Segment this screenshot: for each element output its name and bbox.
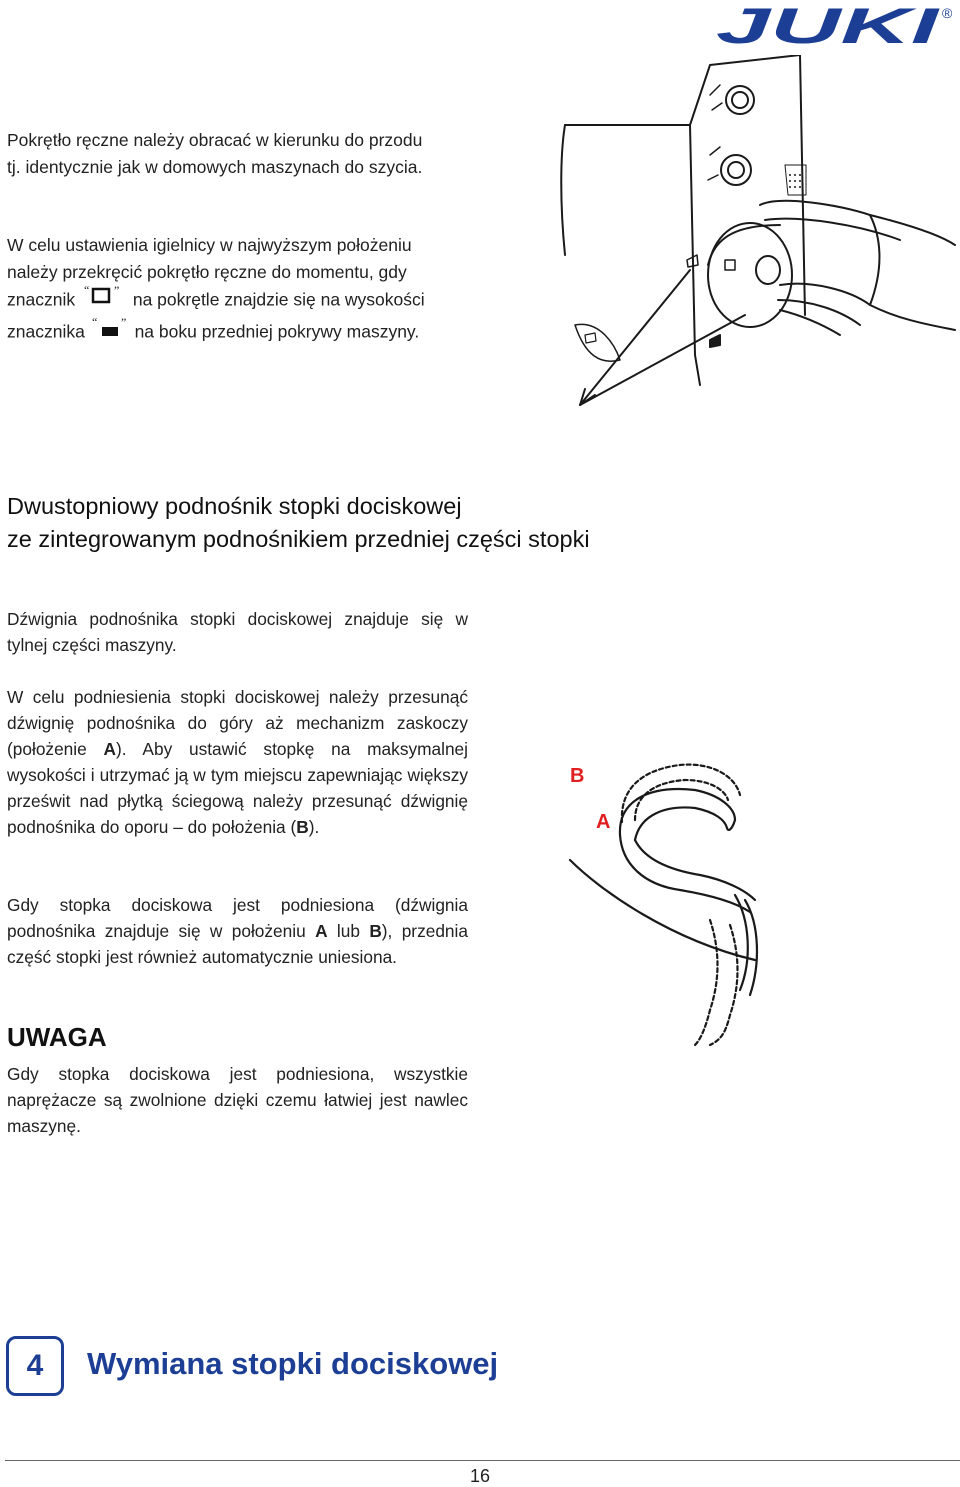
chapter-title: Wymiana stopki dociskowej [87,1346,499,1381]
text-line: Pokrętło ręczne należy obracać w kierunku do przodu [7,130,423,150]
text-fragment: ). Aby ustawić stopkę na maksymalnej wysokości i utrzymać ją w tym miejscu zapewniając większy prześwit nad płytką ściegową należy przesunąć dźwignię podnośnika do oporu – do położenia ( [7,739,469,837]
svg-text:”: ” [120,316,127,329]
handwheel-paragraph-2 [7,232,477,348]
text-fragment: W celu podniesienia stopki dociskowej należy przesunąć dźwignię podnośnika do góry aż mechanizm zaskoczy (położenie [7,687,468,759]
text-fragment: Gdy stopka dociskowa jest podniesiona (dźwignia podnośnika znajduje się w położeniu [7,895,468,941]
footer-divider [5,1460,960,1461]
square-outline-marker-icon [80,285,128,317]
lifter-paragraph-2 [7,684,468,840]
lifter-paragraph-3 [7,892,468,970]
registered-mark: ® [942,5,953,21]
text-fragment: znacznika [7,320,85,341]
chapter-number: 4 [26,1349,44,1382]
juki-logo [712,2,960,50]
text-fragment: na pokrętle znajdzie się na wysokości [132,289,425,310]
text-line: tj. identycznie jak w domowych maszynach do szycia. [7,156,423,177]
label-a: A [596,811,611,833]
lifter-lever-illustration [560,740,760,1050]
page-number: 16 [469,1466,491,1486]
text-fragment: lub [327,921,370,941]
logo-text: JUKI [716,2,941,50]
note-title: UWAGA [7,1022,107,1052]
text-line: należy przekręcić pokrętło ręczne do momentu, gdy [7,261,407,282]
lifter-paragraph-1: Dźwignia podnośnika stopki dociskowej znajduje się w tylnej części maszyny. [7,609,468,655]
svg-text:”: ” [113,285,120,297]
position-a-ref: A [315,921,328,941]
note-text: Gdy stopka dociskowa jest podniesiona, wszystkie naprężacze są zwolnione dzięki czemu łatwiej jest nawlec maszynę. [7,1064,468,1136]
handwheel-paragraph-1 [7,127,477,180]
position-b-ref: B [369,921,382,941]
text-line-with-symbol [7,285,477,317]
heading-line-1: Dwustopniowy podnośnik stopki dociskowej [7,493,462,519]
svg-text:“: “ [91,316,98,329]
text-line: W celu ustawienia igielnicy w najwyższym położeniu [7,235,412,255]
position-b-ref: B [296,817,309,837]
svg-text:“: “ [83,285,90,297]
text-line-with-symbol [7,317,477,349]
text-fragment: znacznik [7,289,76,310]
heading-line-2: ze zintegrowanym podnośnikiem przedniej części stopki [7,526,590,552]
position-a-ref: A [103,739,117,759]
handwheel-illustration [540,55,960,415]
text-fragment: ). [308,817,320,837]
label-b: B [570,765,585,787]
text-fragment: ), przednia część stopki jest również automatycznie uniesiona. [7,921,468,967]
section-heading [7,490,667,556]
bar-marker-icon [90,317,130,349]
text-fragment: na boku przedniej pokrywy maszyny. [134,320,420,341]
